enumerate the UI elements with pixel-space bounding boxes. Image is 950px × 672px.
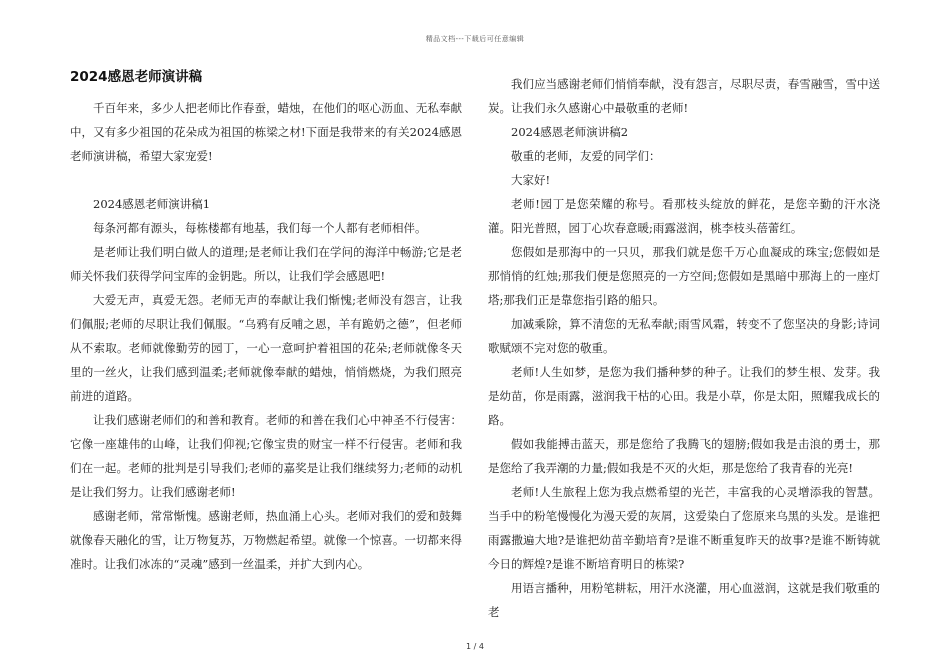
right-column [488, 72, 880, 624]
paragraph: 2024感恩老师演讲稿2 [511, 125, 629, 139]
paragraph: 老师!人生如梦，是您为我们播种梦的种子。让我们的梦生根、发芽。我是幼苗，你是雨露，滋润我干枯的心田。我是小草，你是太阳，照耀我成长的路。 [488, 365, 880, 427]
speech-1-section [70, 192, 462, 576]
paragraph: 加减乘除，算不清您的无私奉献;雨雪风霜，转变不了您坚决的身影;诗词歌赋颂不完对您的敬重。 [488, 317, 880, 355]
paragraph: 是老师让我们明白做人的道理;是老师让我们在学问的海洋中畅游;它是老师关怀我们获得学问宝库的金钥匙。所以，让我们学会感恩吧! [70, 245, 462, 283]
paragraph: 2024感恩老师演讲稿1 [93, 197, 211, 211]
paragraph: 每条河都有源头，每栋楼都有地基，我们每一个人都有老师相伴。 [93, 221, 427, 235]
paragraph: 老师!人生旅程上您为我点燃希望的光芒，丰富我的心灵增添我的智慧。当手中的粉笔慢慢化为漫天爱的灰屑，这爱染白了您原来乌黑的头发。是谁把雨露撒遍大地?是谁把幼苗辛勤培育?是谁不断重复昨天的故事?是谁不断铸就今日的辉煌?是谁不断培育明日的栋梁? [488, 485, 880, 571]
left-column [70, 68, 462, 576]
paragraph: 让我们感谢老师们的和善和教育。老师的和善在我们心中神圣不行侵害：它像一座雄伟的山峰，让我们仰视;它像宝贵的财宝一样不行侵害。老师和我们在一起。老师的批判是引导我们;老师的嘉奖是让我们继续努力;老师的动机是让我们努力。让我们感谢老师! [70, 413, 462, 499]
paragraph: 大爱无声，真爱无怨。老师无声的奉献让我们惭愧;老师没有怨言，让我们佩服;老师的尽职让我们佩服。“乌鸦有反哺之恩，羊有跪奶之德”，但老师从不索取。老师就像勤劳的园丁，一心一意呵护着祖国的花朵;老师就像冬天里的一丝火，让我们感到温柔;老师就像奉献的蜡烛，悄悄燃烧，为我们照亮前进的道路。 [70, 293, 462, 403]
paragraph: 我们应当感谢老师们悄悄奉献，没有怨言，尽职尽责，春雪融雪，雪中送炭。让我们永久感谢心中最敬重的老师! [488, 77, 880, 115]
paragraph: 老师!园丁是您荣耀的称号。看那枝头绽放的鲜花，是您辛勤的汗水浇灌。阳光普照，园丁心坎春意暖;雨露滋润，桃李枝头蓓蕾红。 [488, 197, 880, 235]
paragraph: 您假如是那海中的一只贝，那我们就是您千万心血凝成的珠宝;您假如是那悄悄的红烛;那我们便是您照亮的一方空间;您假如是黑暗中那海上的一座灯塔;那我们正是靠您指引路的船只。 [488, 245, 880, 307]
paragraph: 敬重的老师，友爱的同学们： [511, 149, 661, 163]
page-header: 精品文档---下载后可任意编辑 [425, 35, 525, 43]
paragraph: 千百年来，多少人把老师比作春蚕，蜡烛，在他们的呕心沥血、无私奉献中，又有多少祖国的花朵成为祖国的栋梁之材!下面是我带来的有关2024感恩老师演讲稿，希望大家宠爱! [70, 101, 462, 163]
paragraph: 假如我能搏击蓝天，那是您给了我腾飞的翅膀;假如我是击浪的勇士，那是您给了我弄潮的力量;假如我是不灭的火炬，那是您给了我青春的光亮! [488, 437, 880, 475]
speech-continued-section [488, 72, 880, 624]
paragraph: 大家好! [511, 173, 551, 187]
intro-section [70, 96, 462, 168]
document-title: 2024感恩老师演讲稿 [70, 69, 203, 85]
paragraph: 用语言播种，用粉笔耕耘，用汗水浇灌，用心血滋润，这就是我们敬重的老 [488, 581, 880, 619]
page-number: 1 / 4 [466, 642, 484, 651]
paragraph: 感谢老师，常常惭愧。感谢老师，热血涌上心头。老师对我们的爱和鼓舞就像春天融化的雪，让万物复苏，万物燃起希望。就像一个惊喜。一切都来得准时。让我们冰冻的“灵魂”感到一丝温柔，并扩大到内心。 [70, 509, 462, 571]
section-gap [70, 168, 462, 192]
